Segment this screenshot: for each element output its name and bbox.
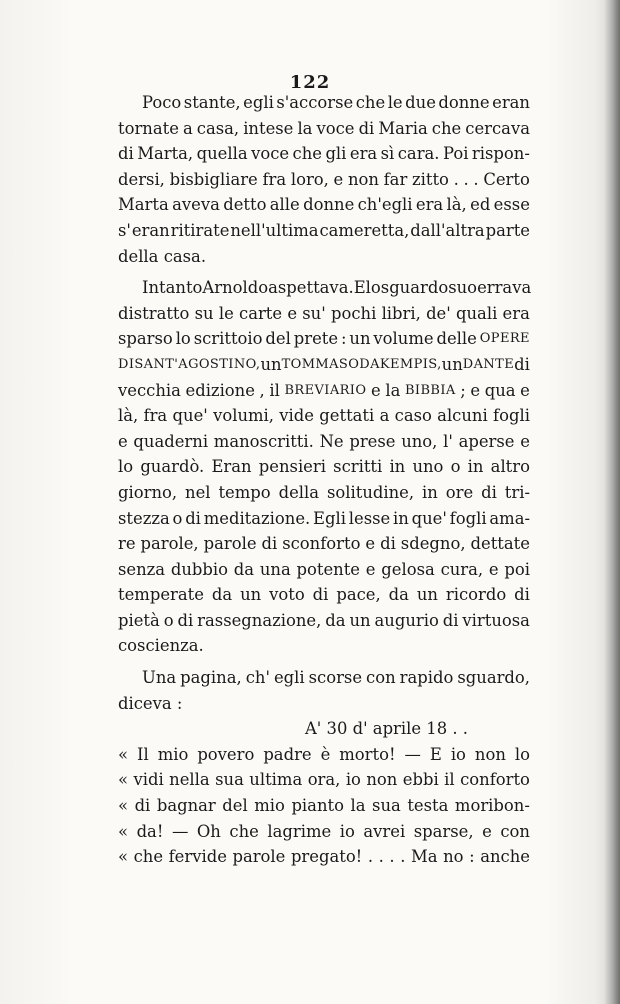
- text-line: sparso lo scrittoio del prete : un volume delle OPERE: [118, 329, 530, 349]
- text-line: « che fervide parole pregato! . . . . Ma no : anche: [118, 847, 530, 867]
- text-line: della casa.: [118, 246, 207, 266]
- text-line: « Il mio povero padre è morto! — E io non lo: [118, 744, 530, 764]
- text-line: Intanto Arnoldo aspettava. E lo sguardo suo errava: [142, 278, 532, 298]
- text-line: vecchia edizione , il BREVIARIO e la BIBBIA ; e qua e: [118, 380, 530, 400]
- text-line: s' eran ritirate nell'ultima cameretta, dall'altra parte: [118, 220, 530, 240]
- text-line: stezza o di meditazione. Egli lesse in que' fogli ama-: [118, 508, 530, 528]
- text-line: « vidi nella sua ultima ora, io non ebbi il conforto: [118, 770, 530, 790]
- text-line: giorno, nel tempo della solitudine, in ore di tri-: [118, 482, 530, 502]
- page-number: 122: [289, 72, 331, 93]
- text-line: diceva :: [118, 693, 183, 713]
- text-line: lo guardò. Eran pensieri scritti in uno o in altro: [118, 457, 530, 477]
- text-line: senza dubbio da una potente e gelosa cura, e poi: [118, 559, 530, 579]
- text-line: di Marta, quella voce che gli era sì cara. Poi rispon-: [118, 144, 530, 164]
- body-text: [118, 90, 530, 870]
- text-line: là, fra que' volumi, vide gettati a caso alcuni fogli: [118, 406, 530, 426]
- text-line: Poco stante, egli s'accorse che le due donne eran: [142, 93, 530, 112]
- text-line: temperate da un voto di pace, da un ricordo di: [118, 585, 530, 605]
- text-line: A' 30 d' aprile 18 . .: [304, 719, 468, 739]
- text-line: pietà o di rassegnazione, da un augurio di virtuosa: [118, 610, 530, 630]
- text-line: e quaderni manoscritti. Ne prese uno, l' aperse e: [118, 431, 530, 451]
- page-edge-shadow: [604, 0, 620, 1004]
- text-line: « di bagnar del mio pianto la sua testa moribon-: [118, 796, 530, 816]
- text-line: Marta aveva detto alle donne ch'egli era là, ed esse: [118, 195, 530, 215]
- text-line: dersi, bisbigliare fra loro, e non far zitto . . . Certo: [118, 169, 530, 189]
- text-line: tornate a casa, intese la voce di Maria che cercava: [118, 118, 530, 138]
- text-line: coscienza.: [118, 636, 204, 656]
- text-line: distratto su le carte e su' pochi libri, de' quali era: [118, 303, 530, 323]
- text-line: re parole, parole di sconforto e di sdegno, dettate: [118, 534, 530, 554]
- text-line: Una pagina, ch' egli scorse con rapido sguardo,: [142, 668, 530, 688]
- text-line: DI SANT' AGOSTINO, un TOMMASO DA KEMPIS, un DANTE di: [118, 354, 530, 374]
- text-line: « da! — Oh che lagrime io avrei sparse, e con: [118, 821, 530, 841]
